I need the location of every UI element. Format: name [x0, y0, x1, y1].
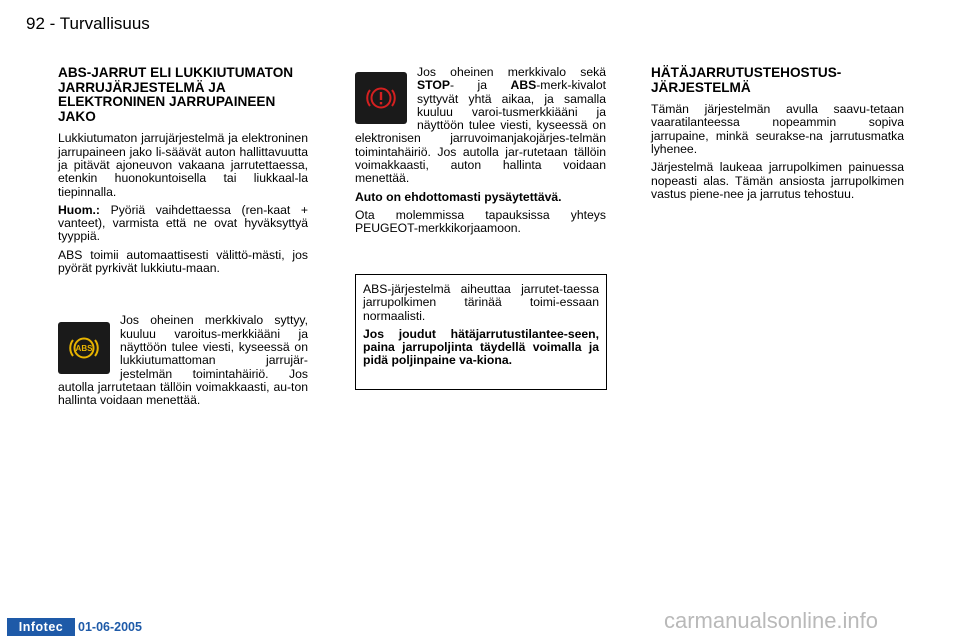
abs-warning-light-icon — [58, 322, 110, 374]
ebd-intro-mid: - ja — [449, 78, 511, 93]
brake-assist-heading: HÄTÄJARRUTUSTEHOSTUS-JÄRJESTELMÄ — [651, 65, 842, 95]
abs-icon-label: ABS — [75, 344, 93, 354]
abs-column — [58, 66, 308, 412]
stop-label: STOP — [417, 78, 450, 93]
infotec-logo: Infotec — [7, 618, 75, 636]
tire-note-paragraph — [58, 204, 308, 244]
note-text: Pyöriä vaihdettaessa (ren-kaat + vanteet), varmista että ne ovat hyväksyttyä tyyppiä. — [58, 202, 308, 244]
abs-heading: ABS-JARRUT ELI LUKKIUTUMATON JARRUJÄRJESTELMÄ JA ELEKTRONINEN JARRUPAINEEN JAKO — [58, 65, 294, 124]
ebd-warning-paragraph — [355, 66, 606, 186]
abs-auto-paragraph: ABS toimii automaattisesti välittö-mästi, jos pyörät pyrkivät lukkiutu-maan. — [58, 247, 308, 276]
ebd-column — [355, 66, 606, 241]
abs-info-box — [355, 274, 607, 390]
ebd-intro-end: -merk-kivalot syttyvät yhtä aikaa, ja samalla kuuluu varoi-tusmerkkiääni ja näyttöön tulee viesti, kyseessä on elektronisen jarruvoimanjakojärjes-telmän toimintahäiriö. Jos autolla jar-rutetaan tällöin voimakkaasti, auton hallinta voidaan menettää. — [355, 78, 606, 186]
emergency-braking-instruction: Jos joudut hätäjarrutustilantee-seen, paina jarrupoljinta täydellä voimalla ja pidä poljinpaine va-kiona. — [363, 326, 599, 368]
abs-warning-paragraph — [58, 314, 308, 407]
site-watermark: carmanualsonline.info — [664, 608, 879, 633]
brake-warning-light-icon — [355, 72, 407, 124]
stop-warning: Auto on ehdottomasti pysäytettävä. — [355, 189, 562, 204]
info-box-paragraph: ABS-järjestelmä aiheuttaa jarrutet-taessa jarrupolkimen tärinää toimi-essaan normaalisti. — [363, 282, 599, 323]
publication-date: 01-06-2005 — [78, 620, 142, 634]
header-separator: - — [44, 14, 60, 33]
page-header — [26, 14, 150, 34]
section-title: Turvallisuus — [59, 14, 150, 33]
brake-assist-paragraph-1: Tämän järjestelmän avulla saavu-tetaan vaaratilanteessa nopeammin sopiva jarrupaine, minkä seurakse-na jarrutusmatka lyhenee. — [651, 102, 904, 157]
abs-warning-text: Jos oheinen merkkivalo syttyy, kuuluu varoitus-merkkiääni ja näyttöön tulee viesti, kyseessä on lukkiutumattoman jarrujär-jestelmän toimintahäiriö. Jos autolla jarrutetaan tällöin voimakkaasti, au-ton hallinta voidaan menettää. — [58, 313, 308, 408]
abs-label: ABS — [510, 78, 537, 93]
contact-paragraph: Ota molemmissa tapauksissa yhteys PEUGEOT-merkkikorjaamoon. — [355, 207, 606, 236]
abs-intro-paragraph: Lukkiutumaton jarrujärjestelmä ja elektroninen jarrupaineen jako li-säävät auton hallittavuutta ja pitävät ajoneuvon vakaana jarrutettaessa, etenkin huonokuntoisella tai liukkaal-la tiepinnalla. — [58, 131, 308, 199]
page-number: 92 — [26, 14, 45, 33]
note-label: Huom.: — [58, 202, 100, 217]
ebd-intro-start: Jos oheinen merkkivalo sekä — [417, 65, 606, 79]
brake-assist-column — [651, 66, 904, 206]
brake-assist-paragraph-2: Järjestelmä laukeaa jarrupolkimen painuessa nopeasti alas. Tämän ansiosta jarrupolkimen vastus piene-nee ja jarrutus tehostuu. — [651, 160, 904, 201]
